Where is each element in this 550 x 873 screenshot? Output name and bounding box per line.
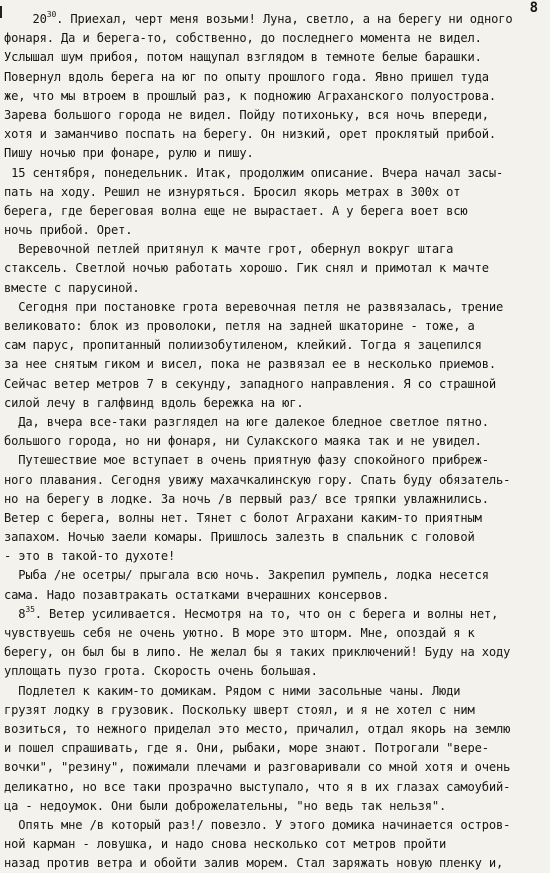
time-minutes: 30 xyxy=(46,10,57,19)
line-text: сама. Надо позавтракать остатками вчерашних консервов. xyxy=(4,587,390,602)
line-text: чувствуешь себя не очень уютно. В море это шторм. Мне, опоздай я к xyxy=(4,626,475,640)
text-line xyxy=(4,854,546,873)
line-text: . Ветер усиливается. Несмотря на то, что он с берега и волны нет, xyxy=(34,606,499,621)
line-text: великовато: блок из проволоки, петля на задней шкаторине - тоже, а xyxy=(4,319,475,333)
text-line xyxy=(4,566,546,585)
text-line xyxy=(4,375,546,394)
line-text: но на берегу в лодке. За ночь /в первый раз/ все тряпки увлажнились. xyxy=(4,491,489,506)
line-text: Веревочной петлей притянул к мачте грот, обернул вокруг штага xyxy=(4,242,454,257)
time-minutes: 35 xyxy=(25,604,35,614)
text-line xyxy=(4,183,546,202)
line-text: и пошел спрашивать, где я. Они, рыбаки, море знают. Потрогали "вере- xyxy=(4,741,489,756)
text-line xyxy=(4,662,546,681)
line-text: - это в такой-то духоте! xyxy=(4,549,176,564)
line-text: вочки", "резину", пожимали плечами и разговаривали со мной хотя и очень xyxy=(4,760,511,775)
text-line xyxy=(4,298,546,317)
line-text: ца - недоумок. Они были доброжелательны, "но ведь так нельзя". xyxy=(4,798,447,813)
text-line xyxy=(4,605,546,624)
line-text: уплощать пузо грота. Скорость очень большая. xyxy=(4,664,318,679)
line-text: Рыба /не осетры/ прыгала всю ночь. Закрепил румпель, лодка несется xyxy=(4,568,489,583)
line-text: Сейчас ветер метров 7 в секунду, западного направления. Я со страшной xyxy=(4,376,497,391)
line-text: берегу, он был бы в липо. Не желал бы я таких приключений! Буду на ходу xyxy=(4,645,511,660)
line-text: Зарева большого города не видел. Пойду потихоньку, вся ночь впереди, xyxy=(4,107,489,122)
text-line xyxy=(4,720,546,739)
line-text: возиться, то нежного приделал это место, причалил, отдал якорь на землю xyxy=(4,721,511,736)
line-text: стаксель. Светлой ночью работать хорошо. Гик снял и примотал к мачте xyxy=(4,261,489,276)
text-line xyxy=(4,164,546,183)
text-line xyxy=(4,528,546,547)
text-line xyxy=(4,509,546,528)
text-line xyxy=(4,490,546,509)
line-text: берега, где береговая волна еще не вырастает. А у берега воет всю xyxy=(4,203,468,218)
line-text: Сегодня при постановке грота веревочная петля не развязалась, трение xyxy=(4,299,504,314)
line-text: Да, вчера все-таки разглядел на юге далекое бледное светлое пятно. xyxy=(4,414,489,429)
margin-mark xyxy=(0,6,2,18)
line-indent xyxy=(4,607,18,621)
line-text: 15 сентября, понедельник. Итак, продолжим описание. Вчера начал засы- xyxy=(4,165,504,180)
text-line xyxy=(4,202,546,221)
text-line xyxy=(4,471,546,490)
text-line xyxy=(4,547,546,566)
text-line xyxy=(4,451,546,470)
text-line xyxy=(4,29,546,48)
line-text: Ветер с берега, волны нет. Тянет с болот Аграхани каким-то приятным xyxy=(4,510,482,525)
text-line xyxy=(4,48,546,67)
time-hours: 20 xyxy=(32,12,47,26)
line-text: запахом. Ночью заели комары. Пришлось залезть в спальник с головой xyxy=(4,530,475,545)
line-text: Повернул вдоль берега на юг по опыту прошлого года. Явно пришел туда xyxy=(4,69,489,84)
text-line xyxy=(4,432,546,451)
line-text: Опять мне /в который раз!/ повезло. У этого домика начинается остров- xyxy=(4,817,511,832)
text-line xyxy=(4,394,546,413)
text-line xyxy=(4,106,546,125)
line-text: ной карман - ловушка, и надо снова несколько сот метров пройти xyxy=(4,837,447,852)
text-line xyxy=(4,624,546,643)
text-line xyxy=(4,221,546,240)
line-text: хотя и заманчиво поспать на берегу. Он низкий, орет проклятый прибой. xyxy=(4,127,497,142)
text-line xyxy=(4,701,546,720)
text-line xyxy=(4,87,546,106)
line-text: ночь прибой. Орет. xyxy=(4,223,133,238)
text-line xyxy=(4,816,546,835)
line-indent xyxy=(4,12,33,26)
line-text: силой лечу в галфвинд вдоль бережка на юг. xyxy=(4,395,304,410)
text-line xyxy=(4,758,546,777)
text-line xyxy=(4,739,546,758)
line-text: деликатно, но все таки прозрачно выступало, что я в их глазах самоубий- xyxy=(4,779,511,794)
line-text: Услышал шум прибоя, потом нащупал взглядом в темноте белые барашки. xyxy=(4,50,482,65)
text-line xyxy=(4,259,546,278)
line-text: ного плавания. Сегодня увижу махачкалинскую гору. Спать буду обязатель- xyxy=(4,472,511,487)
line-text: грузят лодку в грузовик. Поскольку шверт стоял, и я не хотел с ним xyxy=(4,702,475,717)
line-text: же, что мы втроем в прошлый раз, к подножию Аграханского полуострова. xyxy=(4,88,497,103)
text-line xyxy=(4,682,546,701)
diary-text xyxy=(4,10,546,873)
text-line xyxy=(4,240,546,259)
text-line xyxy=(4,279,546,298)
text-line xyxy=(4,317,546,336)
line-text: фонаря. Да и берега-то, собственно, до последнего момента не видел. xyxy=(4,31,482,46)
time-hours: 8 xyxy=(18,606,26,621)
text-line xyxy=(4,68,546,87)
text-line xyxy=(4,10,546,29)
line-text: большого города, но ни фонаря, ни Сулакского маяка так и не увидел. xyxy=(4,434,482,449)
text-line xyxy=(4,643,546,662)
line-text: за нее снятым гиком и висел, пока не развязал ее в несколько приемов. xyxy=(4,357,497,372)
line-text: Путешествие мое вступает в очень приятную фазу спокойного прибреж- xyxy=(4,453,489,468)
text-line xyxy=(4,778,546,797)
text-line xyxy=(4,336,546,355)
line-text: . Приехал, черт меня возьми! Луна, светло, а на берегу ни одного xyxy=(56,12,513,26)
text-line xyxy=(4,835,546,854)
line-text: назад против ветра и обойти залив морем. Стал заряжать новую пленку и, xyxy=(4,856,504,871)
line-text: вместе с парусиной. xyxy=(4,280,140,295)
text-line xyxy=(4,144,546,163)
text-line xyxy=(4,413,546,432)
line-text: сам парус, пропитанный полиизобутиленом, клейкий. Тогда я зацепился xyxy=(4,338,482,353)
text-line xyxy=(4,355,546,374)
text-line xyxy=(4,586,546,605)
text-line xyxy=(4,125,546,144)
text-line xyxy=(4,797,546,816)
line-text: пать на ходу. Решил не изнуряться. Бросил якорь метрах в 300х от xyxy=(4,184,461,199)
line-text: Пишу ночью при фонаре, рулю и пишу. xyxy=(4,146,254,161)
line-text: Подлетел к каким-то домикам. Рядом с ними засольные чаны. Люди xyxy=(4,683,461,698)
page-number: 8 xyxy=(529,0,538,16)
